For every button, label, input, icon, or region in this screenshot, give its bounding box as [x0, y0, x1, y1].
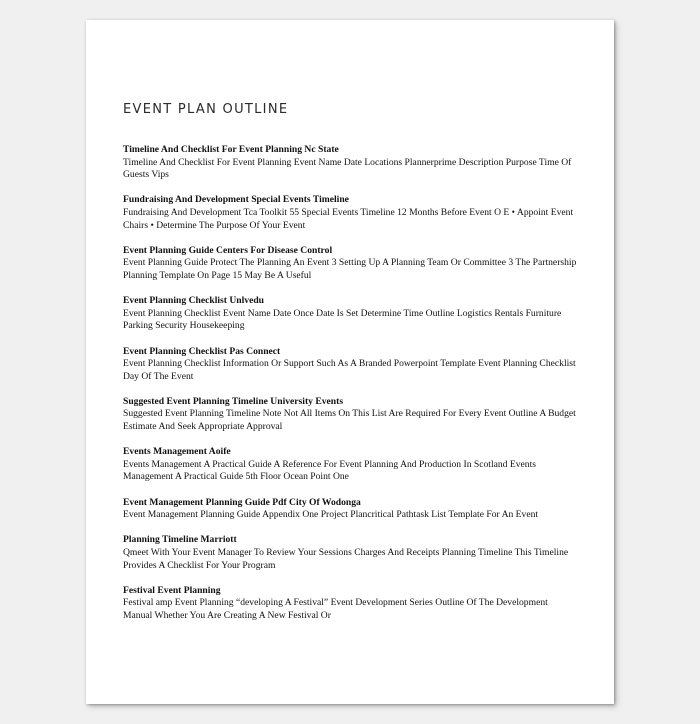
section-heading: Event Management Planning Guide Pdf City Of Wodonga: [123, 496, 361, 508]
section-heading: Festival Event Planning: [123, 584, 221, 596]
section-body: Event Management Planning Guide Appendix One Project Plancritical Pathtask List Template For An Event: [123, 509, 539, 521]
section-body: Suggested Event Planning Timeline Note Not All Items On This List Are Required For Every Event Outline A Budget Estimate And Seek Appropriate Approval: [123, 408, 576, 433]
section-heading: Suggested Event Planning Timeline University Events: [123, 395, 344, 407]
section-item: [123, 295, 579, 333]
section-heading: Event Planning Guide Centers For Disease Control: [123, 244, 333, 256]
section-body: Timeline And Checklist For Event Planning Event Name Date Locations Plannerprime Description Purpose Time Of Guests Vips: [123, 156, 572, 181]
section-item: [123, 534, 579, 572]
section-item: [123, 446, 579, 484]
section-heading: Planning Timeline Marriott: [123, 534, 237, 546]
document-title: EVENT PLAN OUTLINE: [123, 102, 289, 117]
section-body: Festival amp Event Planning “developing A Festival” Event Development Series Outline Of The Development Manual Whether You Are Creating A New Festival Or: [123, 597, 548, 621]
section-body: Qmeet With Your Event Manager To Review Your Sessions Charges And Receipts Planning Timeline This Timeline Provides A Checklist For Your Program: [123, 547, 569, 571]
section-item: [123, 144, 579, 182]
section-body: Event Planning Guide Protect The Planning An Event 3 Setting Up A Planning Team Or Committee 3 The Partnership Planning Template On Page 15 May Be A Useful: [123, 257, 577, 281]
section-heading: Event Planning Checklist Pas Connect: [123, 345, 281, 357]
section-item: [123, 585, 579, 623]
section-item: [123, 245, 579, 283]
section-item: [123, 396, 579, 434]
section-item: [123, 497, 579, 522]
section-list: [123, 144, 579, 635]
section-body: Fundraising And Development Tca Toolkit 55 Special Events Timeline 12 Months Before Event O E • Appoint Event Chairs • Determine The Purpose Of Your Event: [123, 206, 574, 231]
document-page: [86, 20, 614, 704]
section-heading: Event Planning Checklist Unlvedu: [123, 295, 265, 307]
section-item: [123, 194, 579, 232]
section-body: Event Planning Checklist Event Name Date Once Date Is Set Determine Time Outline Logistics Rentals Furniture Parking Security Housekeeping: [123, 307, 562, 332]
section-item: [123, 346, 579, 384]
section-body: Event Planning Checklist Information Or Support Such As A Branded Powerpoint Template Event Planning Checklist Day Of The Event: [123, 358, 576, 382]
section-heading: Fundraising And Development Special Events Timeline: [123, 194, 349, 206]
section-body: Events Management A Practical Guide A Reference For Event Planning And Production In Scotland Events Management A Practical Guide 5th Floor Ocean Point One: [123, 458, 536, 483]
section-heading: Timeline And Checklist For Event Planning Nc State: [123, 144, 339, 155]
section-heading: Events Management Aoife: [123, 446, 231, 458]
